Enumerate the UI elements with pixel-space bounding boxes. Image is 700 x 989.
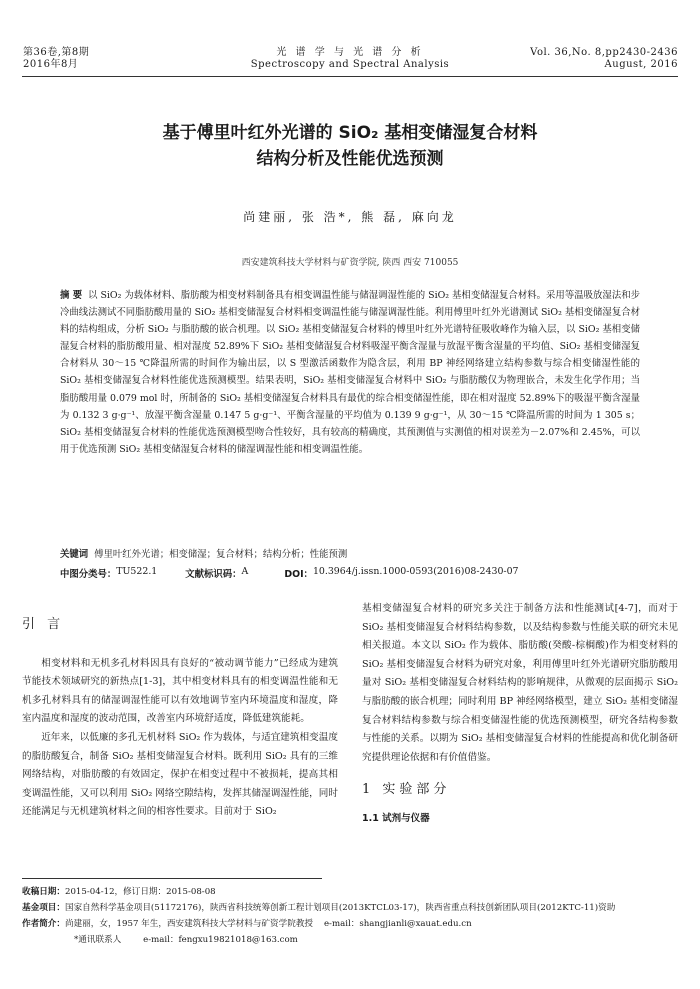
footnotes (22, 884, 678, 948)
abstract-label: 摘 要 (60, 290, 83, 301)
bio-value: 尚建丽，女，1957 年生，西安建筑科技大学材料与矿资学院教授 (64, 919, 314, 929)
intro-paragraph-1: 相变材料和无机多孔材料因具有良好的“被动调节能力”已经成为建筑节能技术领域研究的新热点[1-3]，其中相变材料具有的相变调温性能和无机多孔材料具有的储湿调湿性能可以有效地调节室内环境温度和湿度，降室内温度和湿度的波动范围，改善室内环境舒适度，降低建筑能耗。 (22, 657, 338, 725)
keywords-text: 傅里叶红外光谱；相变储湿；复合材料；结构分析；性能预测 (94, 549, 348, 560)
author-list: 尚建丽, 张 浩*, 熊 磊, 麻向龙 (243, 210, 457, 224)
bio-email[interactable]: e-mail：shangjianli@xauat.edu.cn (323, 919, 472, 929)
funding-label: 基金项目： (22, 903, 65, 913)
footnote-rule (22, 878, 322, 879)
keywords-label: 关键词 (60, 549, 89, 560)
intro-paragraph-2: 近年来，以低廉的多孔无机材料 SiO₂ 作为载体，与适宜建筑相变温度的脂肪酸复合，制备 SiO₂ 基相变储湿复合材料。既利用 SiO₂ 具有的三维网络结构，对脂肪酸的有效固定，保护在相变过程中不被损耗，提高其相变调温性能，又可以利用 SiO₂ 网络空隙结构，发挥其储湿调湿性能，同时还能满足与无机建筑材料之间的相容性要求。目前对于 SiO₂ (22, 731, 338, 818)
doc-code-label: 文献标识码： (185, 569, 242, 580)
title-line-2: 结构分析及性能优选预测 (256, 149, 444, 169)
journal-name-en: Spectroscopy and Spectral Analysis (250, 59, 450, 70)
date-line: 2016年8月 (23, 59, 79, 70)
citation-line: Vol. 36,No. 8,pp2430-2436 (530, 47, 678, 58)
received-label: 收稿日期： (22, 887, 65, 897)
abstract-text: 以 SiO₂ 为载体材料、脂肪酸为相变材料制备具有相变调温性能与储湿调湿性能的 SiO₂ 基相变储湿复合材料。采用等温吸放湿法和步冷曲线法测试不同脂肪酸用量的 SiO₂ 基相变储湿复合材料相变调温性能与储湿调湿性能。利用傅里叶红外光谱测试 SiO₂ 基相变储湿复合材料的结构组成，分析 SiO₂ 与脂肪酸的嵌合机理。以 SiO₂ 基相变储湿复合材料的傅里叶红外光谱特征吸收峰作为输入层，以 SiO₂ 基相变储湿复合材料的脂肪酸用量、相对湿度 52.89%下 SiO₂ 基相变储湿复合材料吸湿平衡含湿量与放湿平衡含湿量的平均值、SiO₂ 基相变储湿复合材料从 30～15 ℃降温所需的时间作为输出层，以 S 型激活函数作为隐含层，利用 BP 神经网络建立结构参数与综合相变储湿性能的 SiO₂ 基相变储湿复合材料性能优选预测模型。结果表明，SiO₂ 基相变储湿复合材料中 SiO₂ 与脂肪酸仅为物理嵌合，未发生化学作用；当脂肪酸用量 0.079 mol 时，所制备的 SiO₂ 基相变储湿复合材料具有最优的综合相变储湿性能，即在相对湿度 52.89%下的吸湿平衡含湿量为 0.132 3 g·g⁻¹、放湿平衡含湿量 0.147 5 g·g⁻¹、平衡含湿量的平均值为 0.139 9 g·g⁻¹，从 30～15 ℃降温所需的时间为 1 305 s；SiO₂ 基相变储湿复合材料的性能优选预测模型吻合性较好，具有较高的精确度，其预测值与实测值的相对误差为－2.07%和 2.45%，可以用于优选预测 SiO₂ 基相变储湿复合材料的储湿调湿性能和相变调温性能。 (60, 290, 641, 455)
funding-value: 国家自然科学基金项目(51172176)，陕西省科技统筹创新工程计划项目(2013KTCL03-17)，陕西省重点科技创新团队项目(2012KTC-11)资助 (64, 903, 616, 913)
paper-title (0, 120, 700, 172)
classification-line (60, 566, 640, 580)
corresponding-author (22, 932, 678, 948)
journal-citation (530, 47, 678, 71)
doi-value: 10.3964/j.issn.1000-0593(2016)08-2430-07 (312, 566, 519, 577)
doc-code-value: A (241, 566, 249, 577)
journal-name-cn: 光 谱 学 与 光 谱 分 析 (276, 47, 424, 58)
clc-label: 中图分类号： (60, 569, 117, 580)
month-line: August, 2016 (604, 59, 678, 70)
doi-label: DOI： (284, 569, 313, 580)
affiliation: 西安建筑科技大学材料与矿资学院, 陕西 西安 710055 (241, 258, 459, 268)
left-column (22, 616, 338, 822)
corresponding-label: *通讯联系人 (74, 935, 122, 945)
received-value: 2015-04-12，修订日期：2015-08-08 (64, 887, 216, 897)
volume-issue-line: 第36卷,第8期 (23, 47, 90, 58)
bio-label: 作者简介： (22, 919, 65, 929)
right-column (362, 600, 678, 829)
keywords (60, 547, 640, 563)
header-rule (22, 76, 678, 77)
abstract (60, 287, 640, 458)
corresponding-email[interactable]: e-mail：fengxu19821018@163.com (143, 935, 298, 945)
intro-heading: 引 言 (22, 617, 65, 632)
author-bio (22, 916, 678, 932)
subsection-1-1-heading: 1.1 试剂与仪器 (362, 812, 430, 824)
funding (22, 900, 678, 916)
received-dates (22, 884, 678, 900)
section-1-heading: 1 实验部分 (362, 782, 451, 798)
intro-paragraph-3: 基相变储湿复合材料的研究多关注于制备方法和性能测试[4-7]，而对于 SiO₂ 基相变储湿复合材料结构参数，以及结构参数与性能关联的研究未见相关报道。本文以 SiO₂ 作为载体、脂肪酸(癸酸-棕榈酸)作为相变材料的 SiO₂ 基相变储湿复合材料为研究对象，利用傅里叶红外光谱研究脂肪酸用量对 SiO₂ 基相变储湿复合材料结构的影响规律，从微观的层面揭示 SiO₂ 与脂肪酸的嵌合机理；同时利用 BP 神经网络模型，建立 SiO₂ 基相变储湿复合材料结构参数与综合相变储湿性能的优选预测模型，研究各结构参数与性能的关系。以期为 SiO₂ 基相变储湿复合材料的性能提高和优化制备研究提供理论依据和有价值借鉴。 (362, 603, 678, 763)
clc-value: TU522.1 (116, 566, 158, 577)
title-line-1: 基于傅里叶红外光谱的 SiO₂ 基相变储湿复合材料 (162, 123, 538, 143)
